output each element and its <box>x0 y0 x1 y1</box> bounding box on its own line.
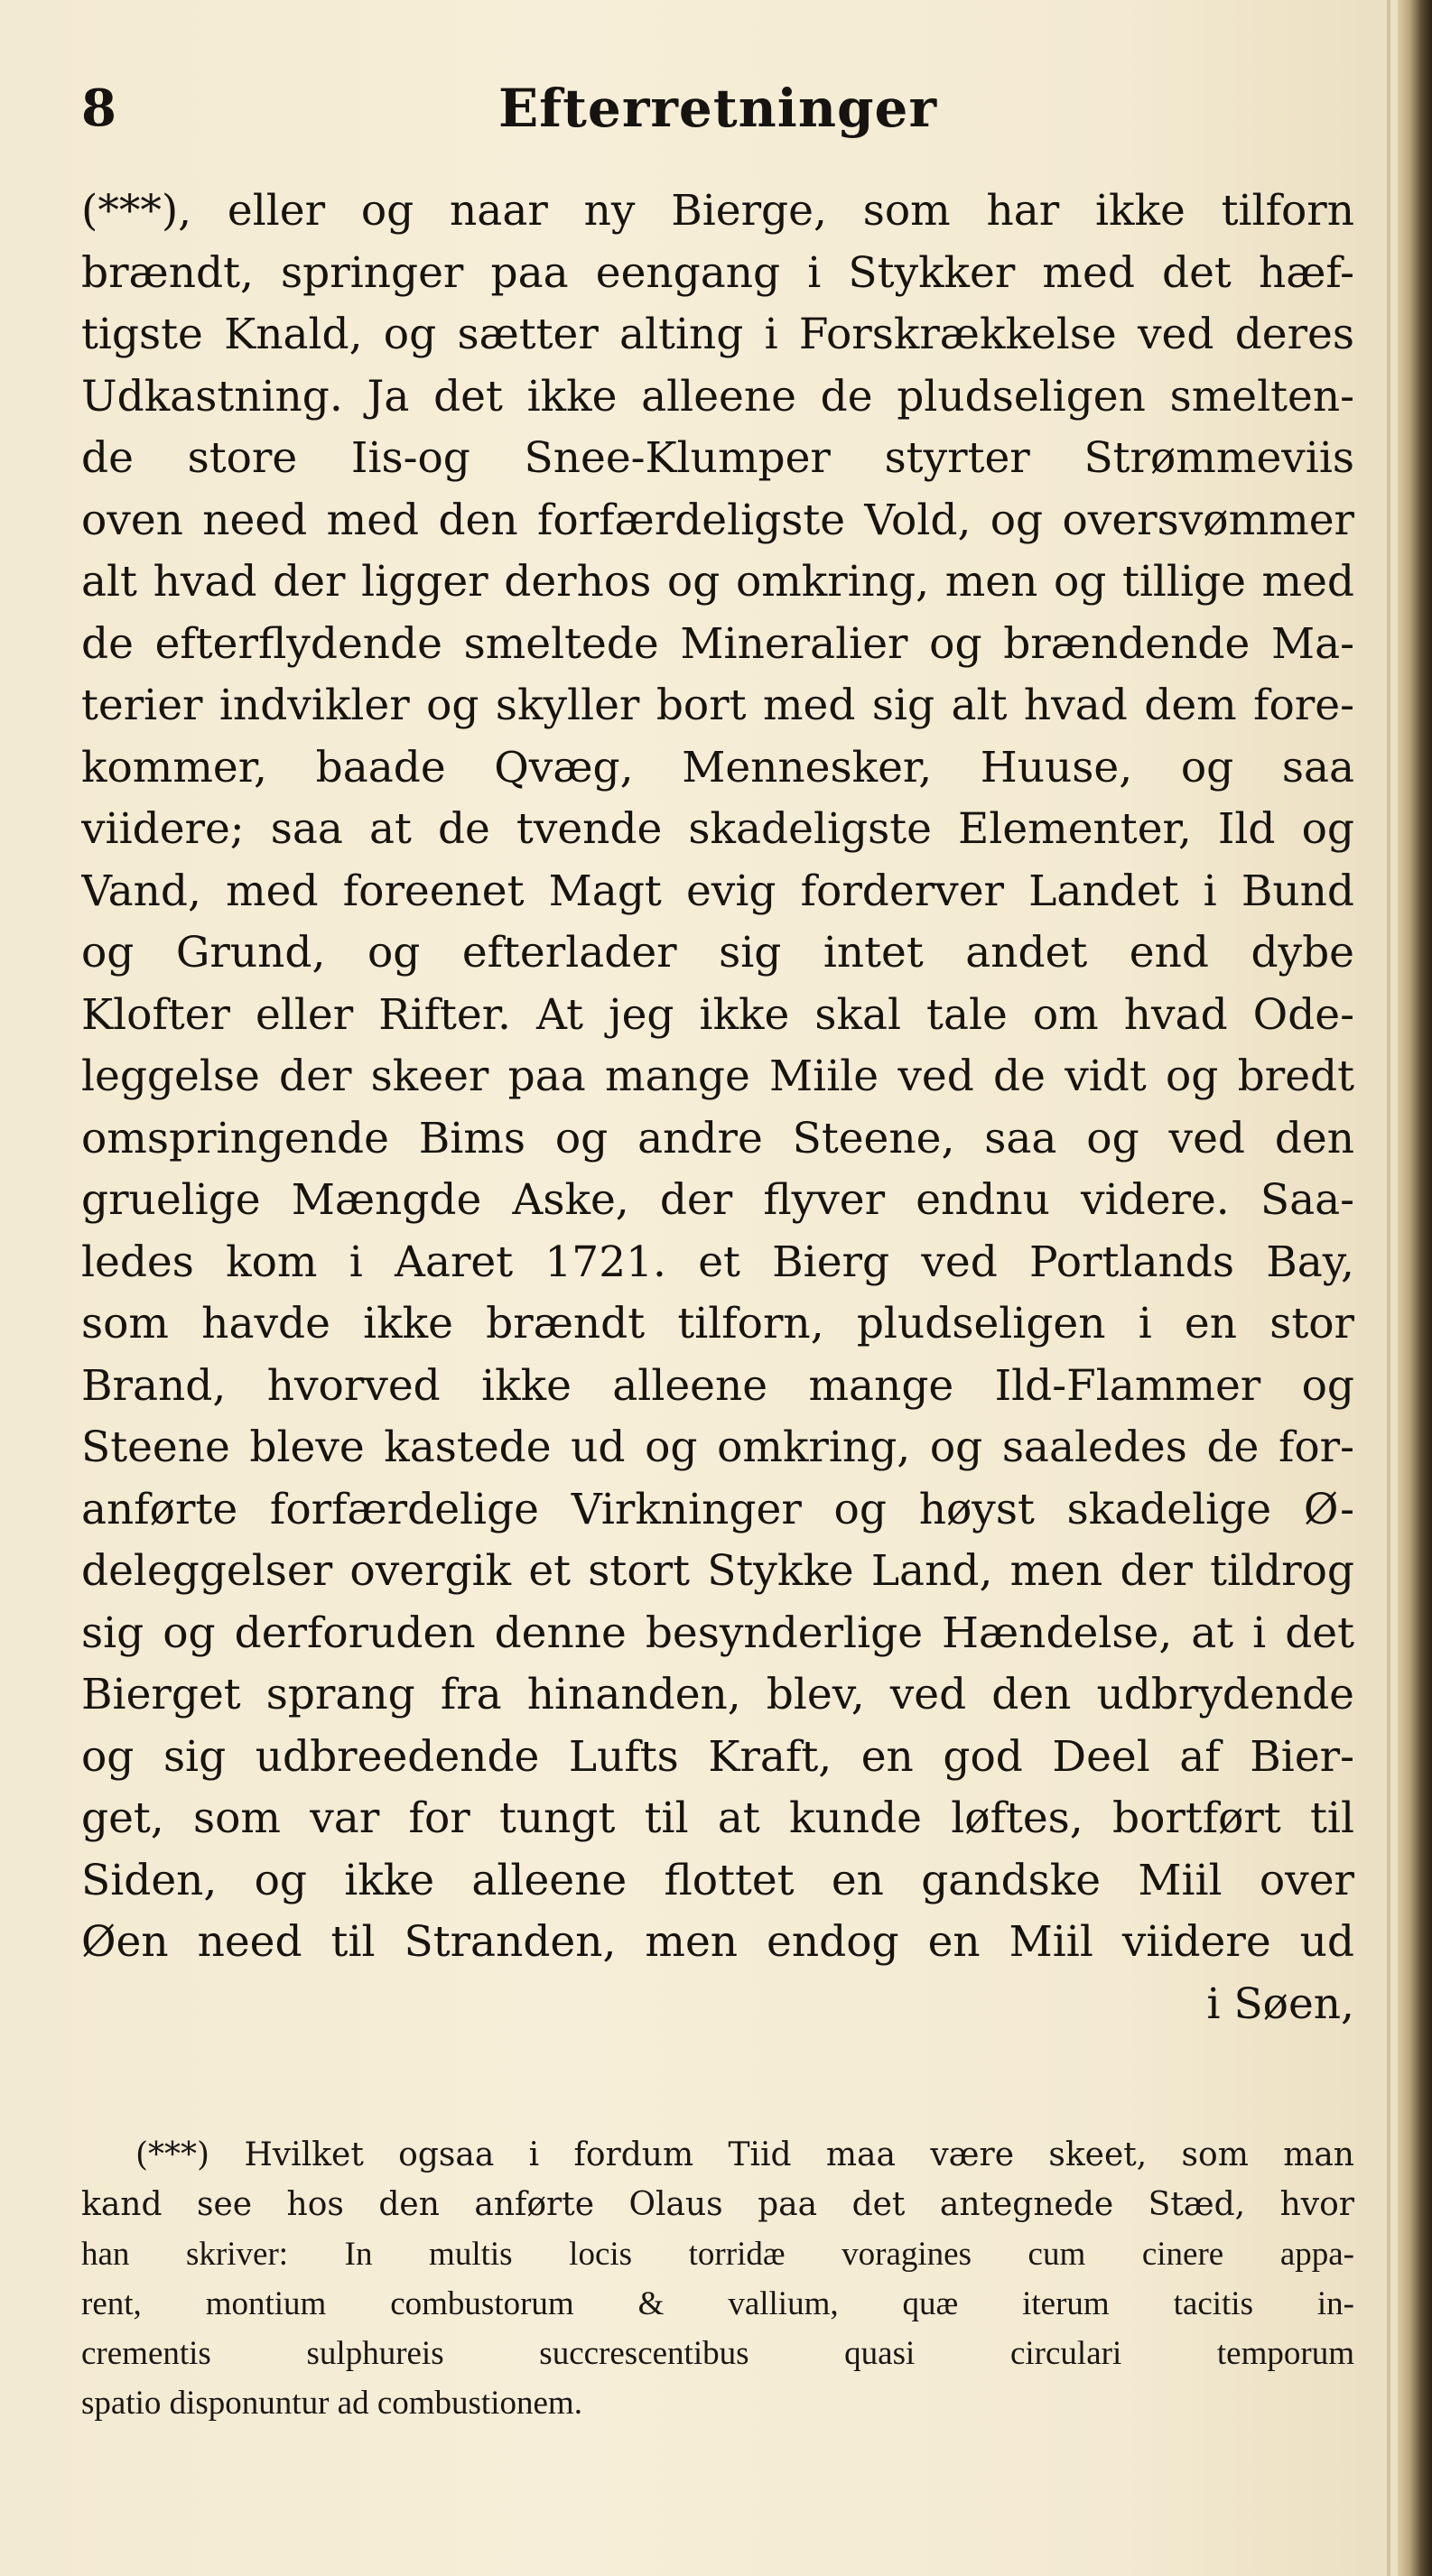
text-line: get, som var for tungt til at kunde løftes, bortført til <box>81 1793 1354 1843</box>
footnote-line: kand see hos den anførte Olaus paa det antegnede Stæd, hvor <box>81 2186 1354 2223</box>
footnote-line: (***) Hvilket ogsaa i fordum Tiid maa være skeet, som man <box>135 2136 1354 2173</box>
text-line: (***), eller og naar ny Bierge, som har ikke tilforn <box>81 186 1354 236</box>
text-line: viidere; saa at de tvende skadeligste Elementer, Ild og <box>81 804 1354 854</box>
page-number: 8 <box>81 79 116 138</box>
page-header <box>81 72 1354 144</box>
text-line: Brand, hvorved ikke alleene mange Ild-Flammer og <box>81 1360 1354 1411</box>
text-line: kommer, baade Qvæg, Mennesker, Huuse, og saa <box>81 742 1354 792</box>
text-line: og Grund, og efterlader sig intet andet end dybe <box>81 928 1354 978</box>
footnote-line: rent, montium combustorum & vallium, quæ iterum tacitis in- <box>81 2285 1354 2322</box>
text-line: anførte forfærdelige Virkninger og høyst skadelige Ø- <box>81 1484 1354 1534</box>
footnote-line: spatio disponuntur ad combustionem. <box>81 2385 582 2422</box>
text-line: Bierget sprang fra hinanden, blev, ved den udbrydende <box>81 1670 1354 1719</box>
main-text-block <box>81 181 1354 2035</box>
text-line: ledes kom i Aaret 1721. et Bierg ved Portlands Bay, <box>81 1237 1354 1287</box>
text-line: Klofter eller Rifter. At jeg ikke skal tale om hvad Ode- <box>81 989 1354 1040</box>
text-line: og sig udbreedende Lufts Kraft, en god Deel af Bier- <box>81 1731 1354 1782</box>
text-line: gruelige Mængde Aske, der flyver endnu videre. Saa- <box>81 1175 1354 1225</box>
footnote-line: han skriver: In multis locis torridæ voragines cum cinere appa- <box>81 2236 1354 2273</box>
text-line: omspringende Bims og andre Steene, saa og ved den <box>81 1113 1354 1163</box>
catchword-line: i Søen, <box>1206 1978 1354 2029</box>
text-line: Udkastning. Ja det ikke alleene de pludseligen smelten- <box>81 371 1354 422</box>
text-line: oven need med den forfærdeligste Vold, og oversvømmer <box>81 495 1354 545</box>
text-line: sig og derforuden denne besynderlige Hændelse, at i det <box>81 1608 1354 1658</box>
text-line: alt hvad der ligger derhos og omkring, men og tillige med <box>81 557 1354 607</box>
text-line: Øen need til Stranden, men endog en Miil viidere ud <box>81 1917 1354 1967</box>
text-line: Steene bleve kastede ud og omkring, og saaledes de for- <box>81 1422 1354 1472</box>
text-line: brændt, springer paa eengang i Stykker med det hæf- <box>81 247 1354 298</box>
running-head: Efterretninger <box>497 78 938 139</box>
text-line: deleggelser overgik et stort Stykke Land, men der tildrog <box>81 1546 1354 1596</box>
text-line: Vand, med foreenet Magt evig forderver Landet i Bund <box>81 866 1354 916</box>
book-spine-edge <box>1398 0 1432 2576</box>
text-line: som havde ikke brændt tilforn, pludseligen i en stor <box>81 1299 1354 1348</box>
text-line: Siden, og ikke alleene flottet en gandske Miil over <box>81 1855 1354 1905</box>
text-line: de efterflydende smeltede Mineralier og brændende Ma- <box>81 618 1354 669</box>
page-fold-line <box>1387 0 1390 2576</box>
text-line: terier indvikler og skyller bort med sig alt hvad dem fore- <box>81 681 1354 730</box>
footnote-block <box>81 2130 1354 2428</box>
text-line: de store Iis-og Snee-Klumper styrter Strømmeviis <box>81 433 1354 483</box>
footnote-line: crementis sulphureis succrescentibus quasi circulari temporum <box>81 2335 1354 2372</box>
text-line: tigste Knald, og sætter alting i Forskrækkelse ved deres <box>81 310 1354 359</box>
text-line: leggelse der skeer paa mange Miile ved de vidt og bredt <box>81 1052 1354 1101</box>
